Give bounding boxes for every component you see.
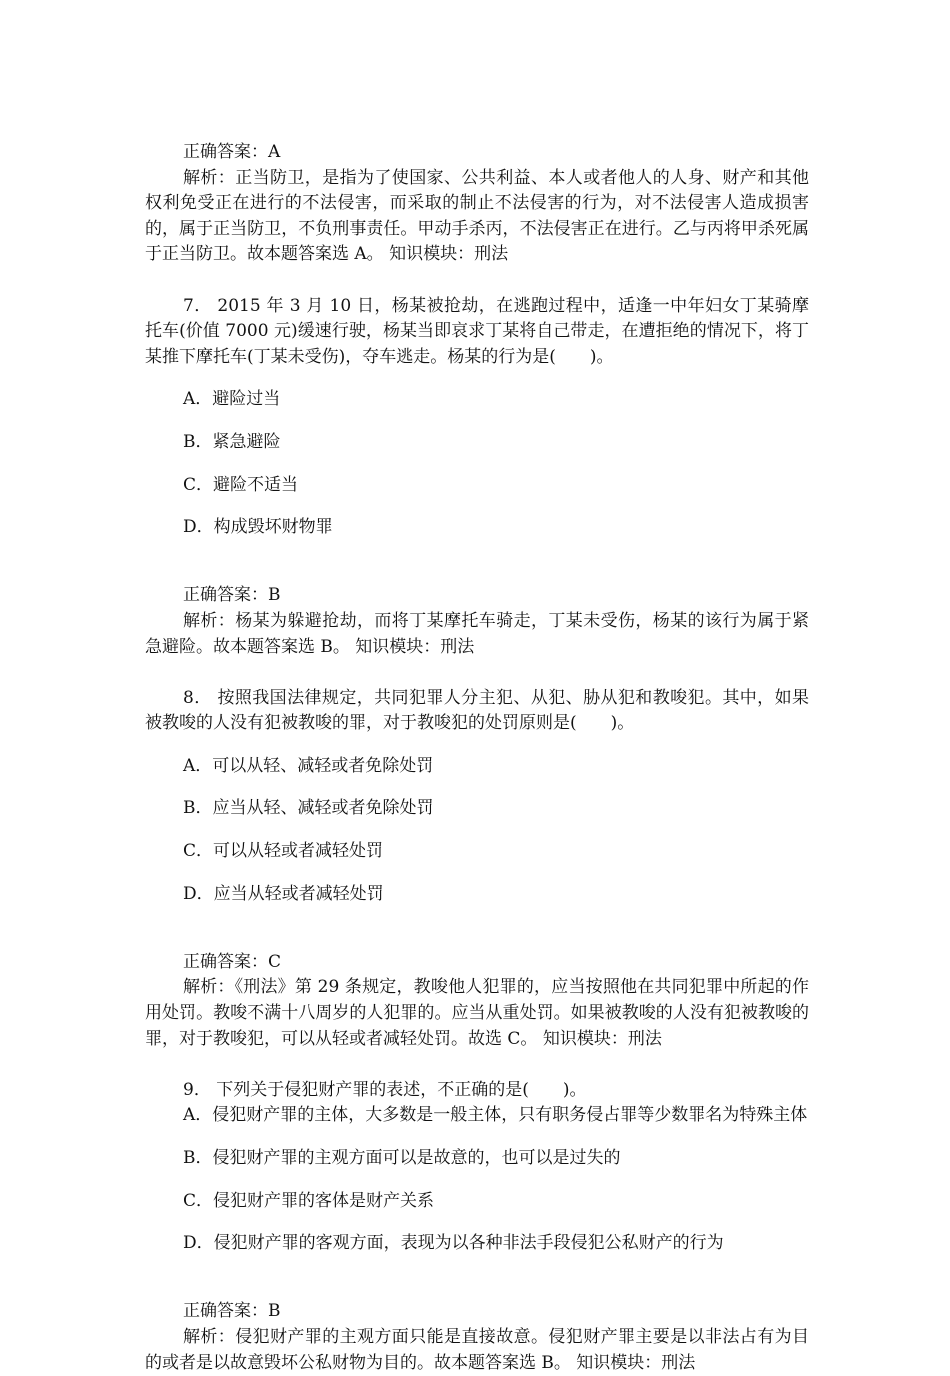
- q7-option-a: A．避险过当: [183, 389, 281, 410]
- q9-option-b: B．侵犯财产罪的主观方面可以是故意的，也可以是过失的: [183, 1148, 621, 1168]
- q8-option-c: C．可以从轻或者减轻处罚: [183, 841, 384, 862]
- q9-question: 9． 下列关于侵犯财产罪的表述，不正确的是( )。: [183, 1079, 587, 1100]
- q8-question: 8． 按照我国法律规定，共同犯罪人分主犯、从犯、胁从犯和教唆犯。其中，如果被教唆的人没有犯被教唆的罪，对于教唆犯的处罚原则是( )。: [145, 687, 809, 734]
- q9-option-d: D．侵犯财产罪的客观方面，表现为以各种非法手段侵犯公私财产的行为: [183, 1233, 724, 1254]
- q9-answer: 正确答案：B: [183, 1301, 281, 1322]
- q6-analysis: 解析：正当防卫，是指为了使国家、公共利益、本人或者他人的人身、财产和其他权利免受正在进行的不法侵害，而采取的制止不法侵害的行为，对不法侵害人造成损害的，属于正当防卫，不负刑事责任。甲动手杀丙，不法侵害正在进行。乙与丙将甲杀死属于正当防卫。故本题答案选 A。 知识模块：刑法: [145, 167, 809, 265]
- q6-answer: 正确答案：A: [183, 142, 281, 162]
- q7-option-d: D．构成毁坏财物罪: [183, 517, 333, 538]
- document-content: [145, 140, 809, 1376]
- q7-question: 7． 2015 年 3 月 10 日，杨某被抢劫，在逃跑过程中，适逢一中年妇女丁某骑摩托车(价值 7000 元)缓速行驶，杨某当即哀求丁某将自己带走，在遭拒绝的情况下，将丁某推下摩托车(丁某未受伤)，夺车逃走。杨某的行为是( )。: [145, 295, 809, 367]
- q8-option-b: B．应当从轻、减轻或者免除处罚: [183, 798, 434, 819]
- q7-option-b: B．紧急避险: [183, 431, 281, 452]
- q8-option-d: D．应当从轻或者减轻处罚: [183, 883, 384, 904]
- q8-analysis: 解析：《刑法》第 29 条规定，教唆他人犯罪的，应当按照他在共同犯罪中所起的作用处罚。教唆不满十八周岁的人犯罪的。应当从重处罚。如果被教唆的人没有犯被教唆的罪，对于教唆犯，可以从轻或者减轻处罚。故选 C。 知识模块：刑法: [145, 977, 809, 1049]
- q9-option-c: C．侵犯财产罪的客体是财产关系: [183, 1190, 435, 1211]
- q7-analysis: 解析：杨某为躲避抢劫，而将丁某摩托车骑走，丁某未受伤，杨某的该行为属于紧急避险。故本题答案选 B。 知识模块：刑法: [145, 610, 809, 657]
- q7-answer: 正确答案：B: [183, 585, 281, 606]
- q9-analysis: 解析：侵犯财产罪的主观方面只能是直接故意。侵犯财产罪主要是以非法占有为目的或者是以故意毁坏公私财物为目的。故本题答案选 B。 知识模块：刑法: [145, 1326, 809, 1373]
- q8-option-a: A．可以从轻、减轻或者免除处罚: [183, 755, 434, 776]
- q8-answer: 正确答案：C: [183, 951, 282, 972]
- q7-option-c: C．避险不适当: [183, 474, 299, 495]
- q9-option-a: A．侵犯财产罪的主体，大多数是一般主体，只有职务侵占罪等少数罪名为特殊主体: [183, 1105, 808, 1126]
